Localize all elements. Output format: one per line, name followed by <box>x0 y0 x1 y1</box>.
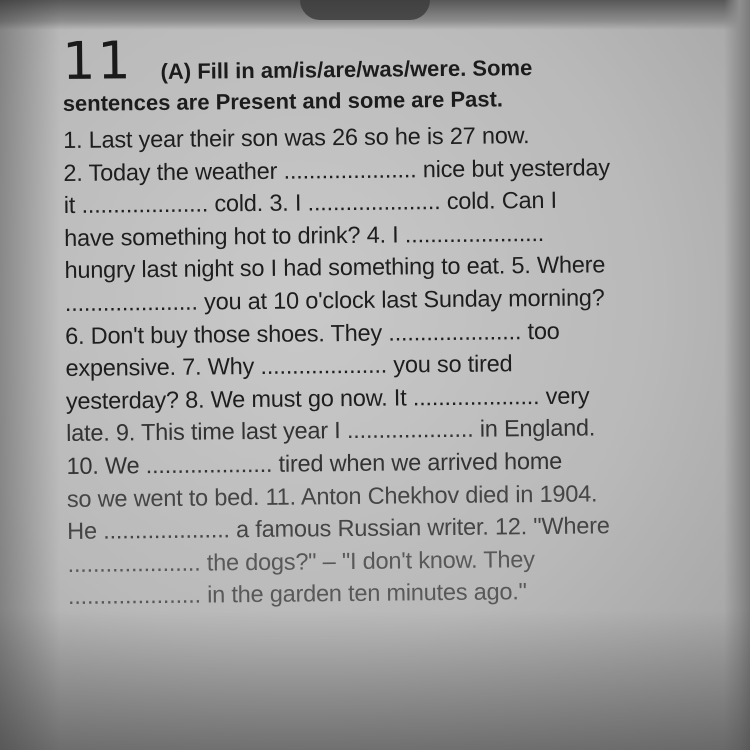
text-line: expensive. 7. Why .................... you so tired <box>65 350 513 382</box>
text-line: 2. Today the weather ..................... nice but yesterday <box>63 153 611 186</box>
text-line: late. 9. This time last year I .................... in England. <box>66 414 596 447</box>
instruction-line-1: (A) Fill in am/is/are/was/were. Some <box>160 55 533 84</box>
text-line: it .................... cold. 3. I ..................... cold. Can I <box>63 187 558 219</box>
instruction-line-2: sentences are Present and some are Past. <box>62 86 504 116</box>
text-line: ..................... the dogs?" – "I don't know. They <box>67 545 535 577</box>
text-line: 1. Last year their son was 26 so he is 27 now. <box>62 122 530 153</box>
top-dark-shape <box>300 0 430 20</box>
bottom-shadow <box>0 610 750 750</box>
exercise-header <box>62 25 713 92</box>
text-line: have something hot to drink? 4. I ...................... <box>64 219 545 251</box>
exercise-number: 11 <box>62 31 133 92</box>
exercise-text <box>63 117 718 613</box>
text-line: 6. Don't buy those shoes. They ..................... too <box>65 317 560 349</box>
text-line: so we went to bed. 11. Anton Chekhov died in 1904. <box>66 479 598 512</box>
text-line: He .................... a famous Russian writer. 12. "Where <box>67 512 610 545</box>
text-line: hungry last night so I had something to eat. 5. Where <box>64 251 606 284</box>
text-line: ..................... in the garden ten minutes ago." <box>67 578 527 610</box>
textbook-page <box>62 25 718 613</box>
text-line: ..................... you at 10 o'clock last Sunday morning? <box>64 284 605 316</box>
text-line: 10. We .................... tired when we arrived home <box>66 447 563 479</box>
text-line: yesterday? 8. We must go now. It .................... very <box>65 382 590 414</box>
